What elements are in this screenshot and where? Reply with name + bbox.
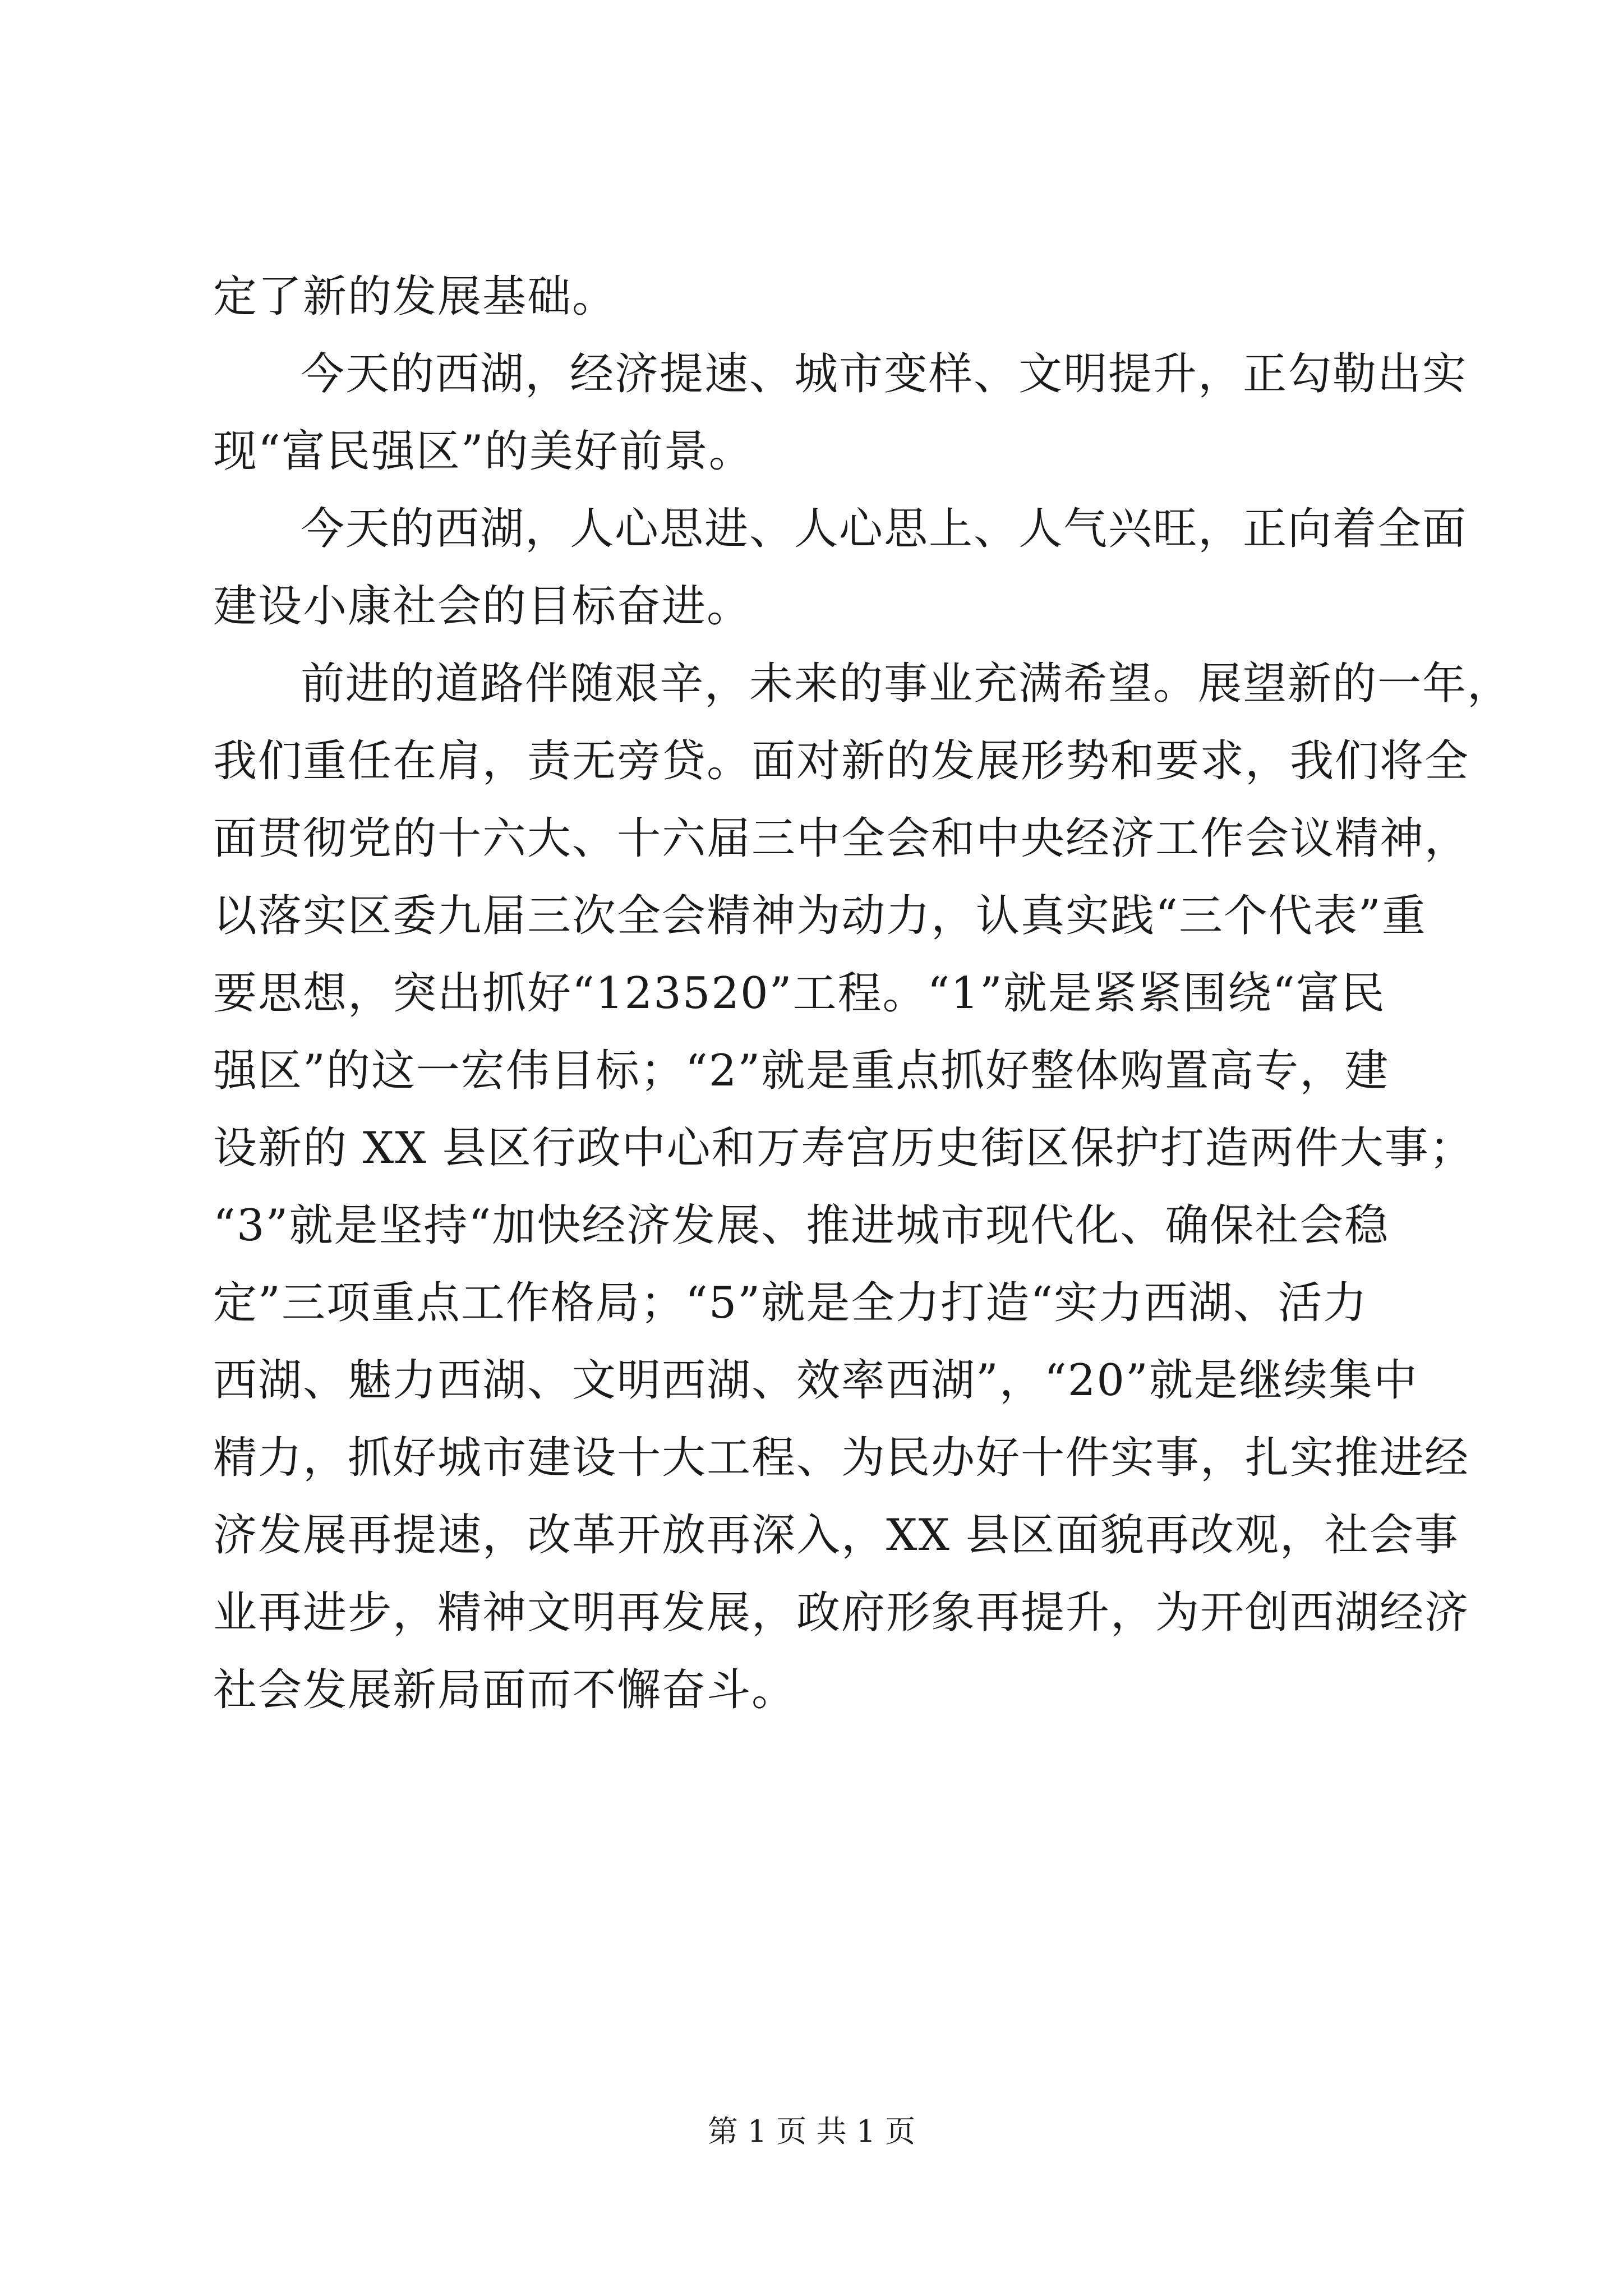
- text-line: 今天的西湖，人心思进、人心思上、人气兴旺，正向着全面: [301, 504, 1468, 554]
- text-line: “3”就是坚持“加快经济发展、推进城市现代化、确保社会稳: [213, 1200, 1390, 1251]
- text-line: 济发展再提速，改革开放再深入，XX 县区面貌再改观，社会事: [213, 1510, 1459, 1561]
- text-line: 建设小康社会的目标奋进。: [213, 581, 752, 632]
- text-line: 社会发展新局面而不懈奋斗。: [213, 1665, 797, 1715]
- text-line: 面贯彻党的十六大、十六届三中全会和中央经济工作会议精神，: [213, 813, 1470, 864]
- text-line: 强区”的这一宏伟目标；“2”就是重点抓好整体购置高专，建: [213, 1046, 1390, 1096]
- text-line: 现“富民强区”的美好前景。: [213, 426, 754, 477]
- text-line: 设新的 XX 县区行政中心和万寿宫历史街区保护打造两件大事；: [213, 1123, 1474, 1174]
- document-body: [213, 258, 1513, 1729]
- text-line: 今天的西湖，经济提速、城市变样、文明提升，正勾勒出实: [301, 349, 1468, 399]
- text-line: 前进的道路伴随艰辛，未来的事业充满希望。展望新的一年，: [301, 659, 1513, 709]
- text-line: 精力，抓好城市建设十大工程、为民办好十件实事，扎实推进经: [213, 1433, 1470, 1483]
- page-number-footer: 第 1 页 共 1 页: [707, 2114, 916, 2149]
- text-line: 定”三项重点工作格局；“5”就是全力打造“实力西湖、活力: [213, 1278, 1368, 1328]
- text-line: 以落实区委九届三次全会精神为动力，认真实践“三个代表”重: [213, 891, 1427, 941]
- text-line: 要思想，突出抓好“123520”工程。“1”就是紧紧围绕“富民: [213, 968, 1386, 1019]
- text-line: 我们重任在肩，责无旁贷。面对新的发展形势和要求，我们将全: [213, 736, 1470, 786]
- text-line: 业再进步，精神文明再发展，政府形象再提升，为开创西湖经济: [213, 1588, 1470, 1638]
- text-line: 定了新的发展基础。: [213, 272, 617, 322]
- text-line: 西湖、魅力西湖、文明西湖、效率西湖”，“20”就是继续集中: [213, 1355, 1418, 1406]
